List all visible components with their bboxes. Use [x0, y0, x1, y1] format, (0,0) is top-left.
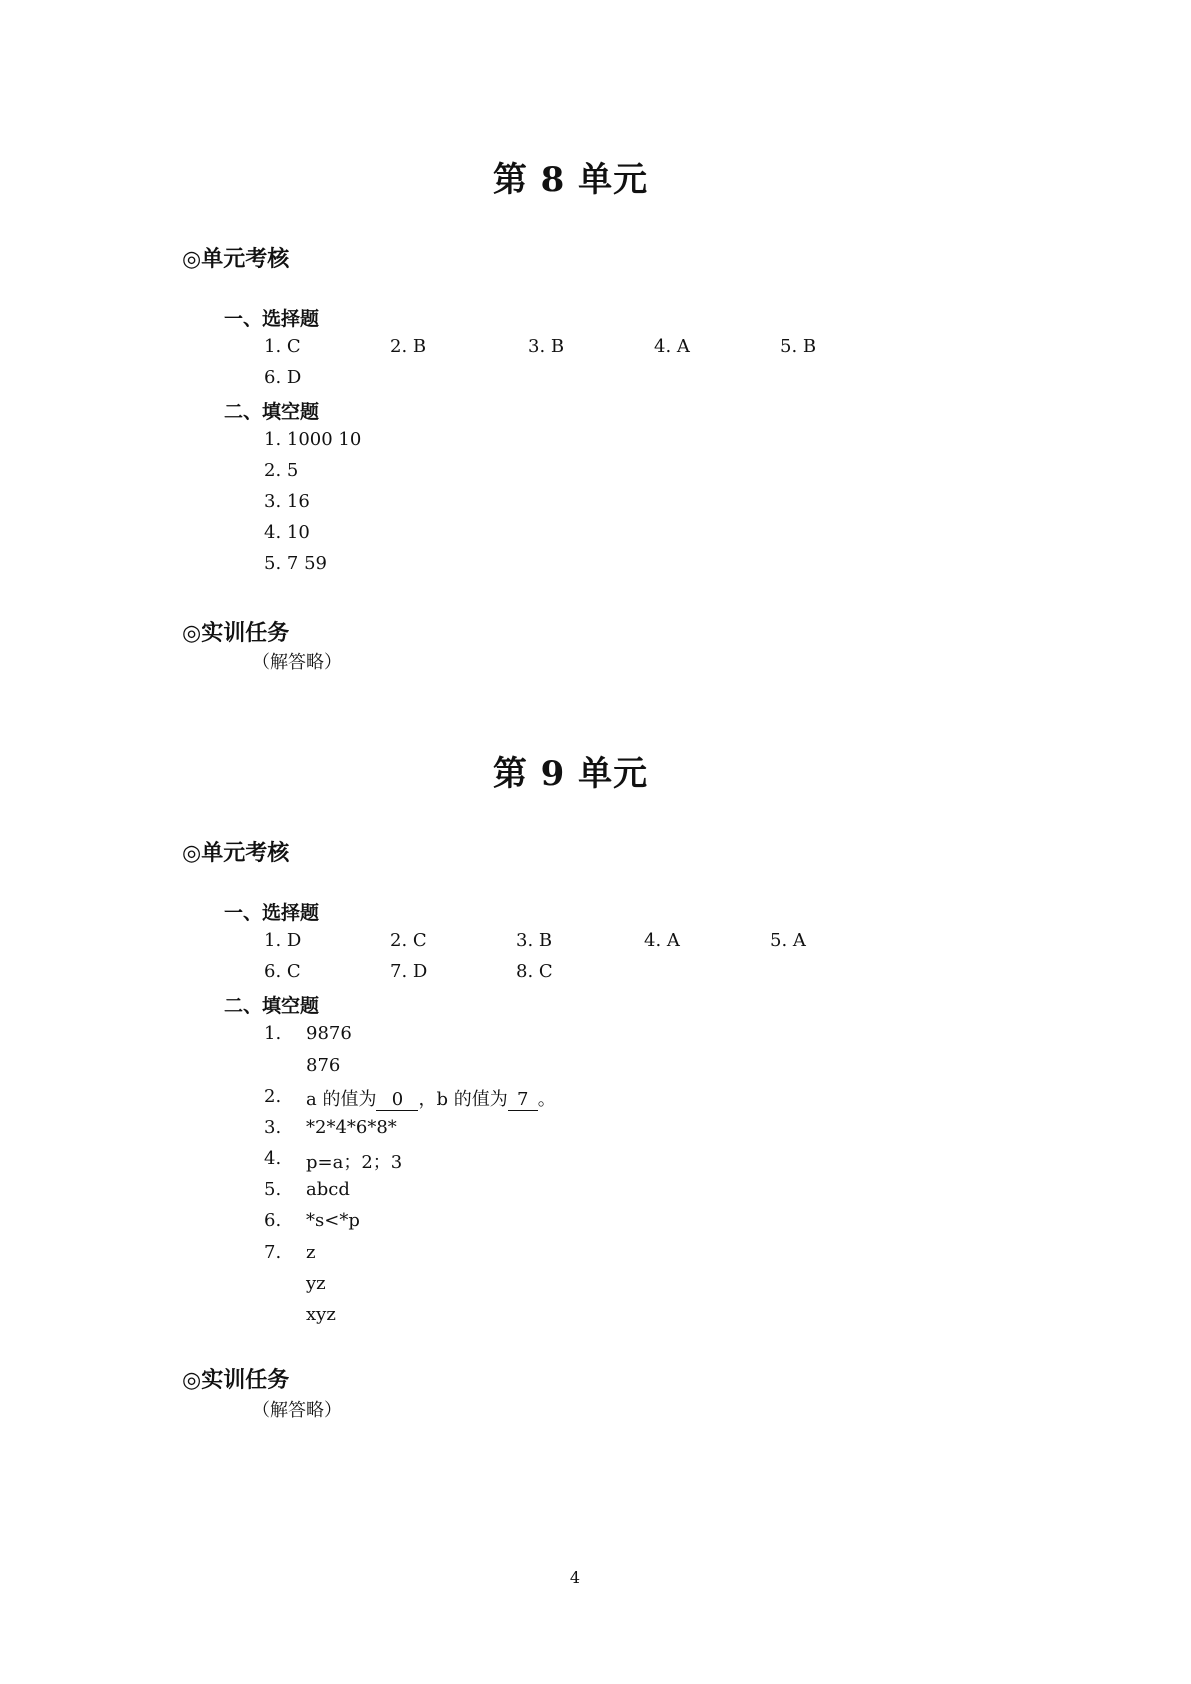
- unit-8-fill-answer: 3. 16: [264, 491, 310, 512]
- unit-8-choice-answer: 4. A: [654, 336, 690, 357]
- unit-9-fill-q3: *2*4*6*8*: [306, 1117, 397, 1138]
- unit-9-choice-answer: 8. C: [516, 961, 553, 982]
- q2-b-value: 7: [508, 1090, 538, 1111]
- unit-9-fill-q4: p=a；2；3: [306, 1152, 403, 1173]
- unit-9-choice-answer: 7. D: [390, 961, 428, 982]
- q2-mid: ，b 的值为: [418, 1089, 508, 1110]
- unit-9-fill-q7-line: xyz: [306, 1304, 336, 1325]
- unit-9-choice-heading: 一、选择题: [224, 902, 320, 924]
- unit-9-fill-q7-line: z: [306, 1242, 316, 1263]
- unit-8-title: 第 8 单元: [492, 160, 649, 200]
- unit-8-fill-answer: 1. 1000 10: [264, 429, 362, 450]
- unit-9-fill-number: 1.: [264, 1023, 282, 1044]
- unit-9-fill-q1-line: 9876: [306, 1023, 352, 1044]
- page-number: 4: [569, 1568, 581, 1587]
- unit-8-fill-answer: 2. 5: [264, 460, 299, 481]
- unit-8-choice-answer: 5. B: [780, 336, 817, 357]
- unit-9-fill-number: 4.: [264, 1148, 282, 1169]
- unit-9-choice-answer: 1. D: [264, 930, 302, 951]
- unit-9-fill-number: 2.: [264, 1086, 282, 1107]
- unit-9-fill-number: 5.: [264, 1179, 282, 1200]
- unit-9-training-note: （解答略）: [252, 1400, 342, 1421]
- unit-9-choice-answer: 2. C: [390, 930, 427, 951]
- unit-9-fill-heading: 二、填空题: [224, 995, 320, 1017]
- unit-8-choice-answer: 2. B: [390, 336, 427, 357]
- unit-9-fill-q5: abcd: [306, 1179, 350, 1200]
- unit-8-choice-answer: 3. B: [528, 336, 565, 357]
- unit-8-training-note: （解答略）: [252, 652, 342, 673]
- unit-8-exam-heading: ◎单元考核: [182, 246, 290, 272]
- unit-9-choice-answer: 5. A: [770, 930, 806, 951]
- unit-9-fill-number: 7.: [264, 1242, 282, 1263]
- unit-8-fill-heading: 二、填空题: [224, 401, 320, 423]
- unit-9-fill-q7-line: yz: [306, 1273, 326, 1294]
- unit-9-choice-answer: 4. A: [644, 930, 680, 951]
- unit-9-training-heading: ◎实训任务: [182, 1367, 290, 1393]
- unit-9-choice-answer: 6. C: [264, 961, 301, 982]
- unit-9-fill-number: 3.: [264, 1117, 282, 1138]
- q2-suffix: 。: [537, 1089, 556, 1110]
- q2-a-value: 0: [376, 1090, 418, 1111]
- unit-9-fill-number: 6.: [264, 1210, 282, 1231]
- unit-8-fill-answer: 4. 10: [264, 522, 310, 543]
- unit-8-fill-answer: 5. 7 59: [264, 553, 327, 574]
- unit-9-fill-q6: *s<*p: [306, 1210, 360, 1231]
- unit-9-choice-answer: 3. B: [516, 930, 553, 951]
- q2-prefix: a 的值为: [306, 1089, 377, 1110]
- unit-8-training-heading: ◎实训任务: [182, 620, 290, 646]
- unit-9-exam-heading: ◎单元考核: [182, 840, 290, 866]
- unit-8-choice-answer: 6. D: [264, 367, 302, 388]
- unit-9-title: 第 9 单元: [492, 754, 649, 794]
- unit-9-fill-q2: [306, 1085, 556, 1111]
- unit-8-choice-answer: 1. C: [264, 336, 301, 357]
- unit-8-choice-heading: 一、选择题: [224, 308, 320, 330]
- unit-9-fill-q1-line: 876: [306, 1055, 341, 1076]
